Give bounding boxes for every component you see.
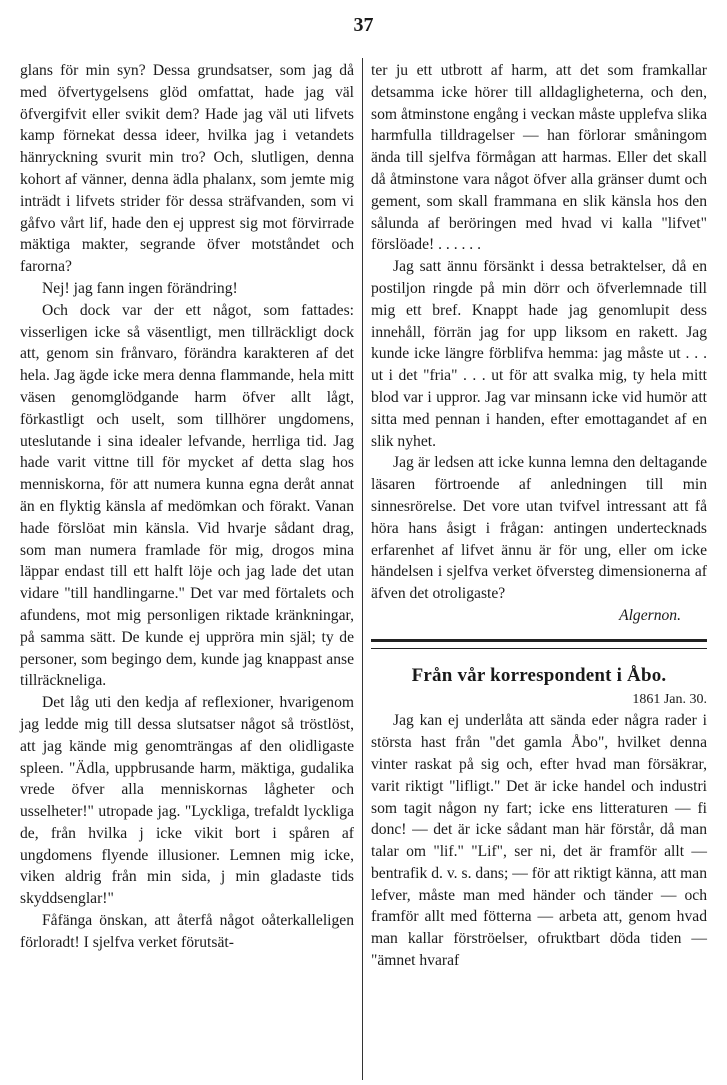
right-column — [371, 60, 707, 972]
right-paragraph-3: Jag är ledsen att icke kunna lemna den deltagande läsaren förtroende af anledningen till min sinnesrörelse. Det vore utan tvifvel intressant att få höra hans åsigt i frågan: antingen undertecknads erfarenhet af lifvet ännu är för ung, eller om icke händelsen i sjelfva verket öfversteg dimensionerna af äfven det otroligaste? — [371, 454, 707, 603]
article-dateline: 1861 Jan. 30. — [632, 691, 707, 707]
left-column — [20, 60, 354, 954]
section-rule — [371, 639, 707, 649]
left-paragraph-4: Det låg uti den kedja af reflexioner, hvarigenom jag ledde mig till dessa slutsatser något så tröstlöst, att jag kände mig genomträngas af den olidligaste spleen. "Ädla, uppbrusande harm, mäktiga, gudalika vrede öfver alla menniskornas lågheter och usselheter!" utropade jag. "Lyckliga, trefaldt lyckliga de, från hvilka j icke vikit bort i spåren af ungdomens flyende illusioner. Lemnen mig icke, viken aldrig från min sida, j min gladaste tids skyddsenglar!" — [20, 694, 354, 908]
page-number: 37 — [353, 14, 374, 36]
left-paragraph-2: Nej! jag fann ingen förändring! — [42, 279, 238, 297]
right-paragraph-2: Jag satt ännu försänkt i dessa betraktelser, då en postiljon ringde på min dörr och öfverlemnade till mig ett bref. Knappt hade jag genomlupit dess innehåll, förrän jag for upp liksom en rakett. Jag kunde icke längre förblifva hemma: jag måste ut . . . ut i det "fria" . . . ut för att svalka mig, ty hela mitt blod var i uppror. Jag var minsann icke vid humör att sitta med pennan i handen, efter emottagandet af en slik nyhet. — [371, 258, 707, 450]
column-divider — [362, 58, 363, 1080]
left-paragraph-5: Fåfänga önskan, att återfå något oåterkalleligen förloradt! I sjelfva verket förutsät- — [20, 912, 354, 951]
article-heading: Från vår korrespondent i Åbo. — [411, 664, 667, 686]
article-paragraph-1: Jag kan ej underlåta att sända eder några rader i största hast från "det gamla Åbo", hvilket denna vinter raskat på sig och, efter hvad man försäkrar, varit riktigt "lifligt." Det är icke handel och industri som tagit någon ny fart; icke ens litteraturen — fi donc! — det är icke sådant man här förstår, då man talar om "lif." "Lif", ser ni, det är framför allt — bentrafik d. v. s. dans; — för att riktigt känna, att man lefver, måste man med händer och tänder — och framför allt med fötterna — arbeta att, genom hvad man kallar förströelser, ofruktbart döda tiden — "ämnet hvaraf — [371, 712, 707, 970]
right-paragraph-1: ter ju ett utbrott af harm, att det som framkallar detsamma icke hörer till alldagligheterna, och den, som åtminstone engång i veckan måste upplefva slika harmfulla tilldragelser — han förlorar småningom ända till sjelfva förmågan att harmas. Eller det skall då åtminstone vara något öfver alla gränser dumt och gement, som skall frammana en slik känsla hos den sålunda af beröringen med hvad vi kalla "lifvet" förslöade! . . . . . . — [371, 62, 707, 254]
author-signature: Algernon. — [619, 606, 681, 624]
left-paragraph-3: Och dock var der ett något, som fattades: visserligen icke så väsentligt, men tillräckligt dock att, genom sin frånvaro, förändra karakteren af det hela. Jag ägde icke mera denna flammande, hela mitt väsen genomglödgande harm öfver allt lågt, förkastligt och uselt, som tillhörer ungdomens, uteslutande i sina idealer lefvande, herrliga tid. Jag hade varit vittne till för mycket af detta slag hos menniskorna, för att numera kunna egna deråt annat än en flyktig känsla af medömkan och förakt. Vanan hade förslöat min känsla. Vid hvarje sådant drag, som man numera framlade för mig, drogos mina läppar endast till ett halft löje och jag lade det utan vidare "till handlingarne." Det var med förtalets och afundens, mot mig personligen riktade kränkningar, på samma sätt. De kunde ej uppröra min själ; ty de personer, som begingo dem, kunde jag knappast anse tillräckneliga. — [20, 301, 354, 690]
left-paragraph-1: glans för min syn? Dessa grundsatser, som jag då med öfvertygelsens glöd omfattat, hade jag väl öfvergifvit eller svikit dem? Hade jag väl uti lifvets kamp förnekat dessa ideer, hvilka jag i vetandets hänryckning svurit min tro? Och, slutligen, denna kohort af vänner, denna ädla phalanx, som jemte mig inträdt i lifvets strider för dessa sträfvanden, som vi gåfvo vårt lif, hade den ej upprest sig mot förvirrade mäktiga makter, segrande öfver motståndet och farorna? — [20, 62, 354, 276]
